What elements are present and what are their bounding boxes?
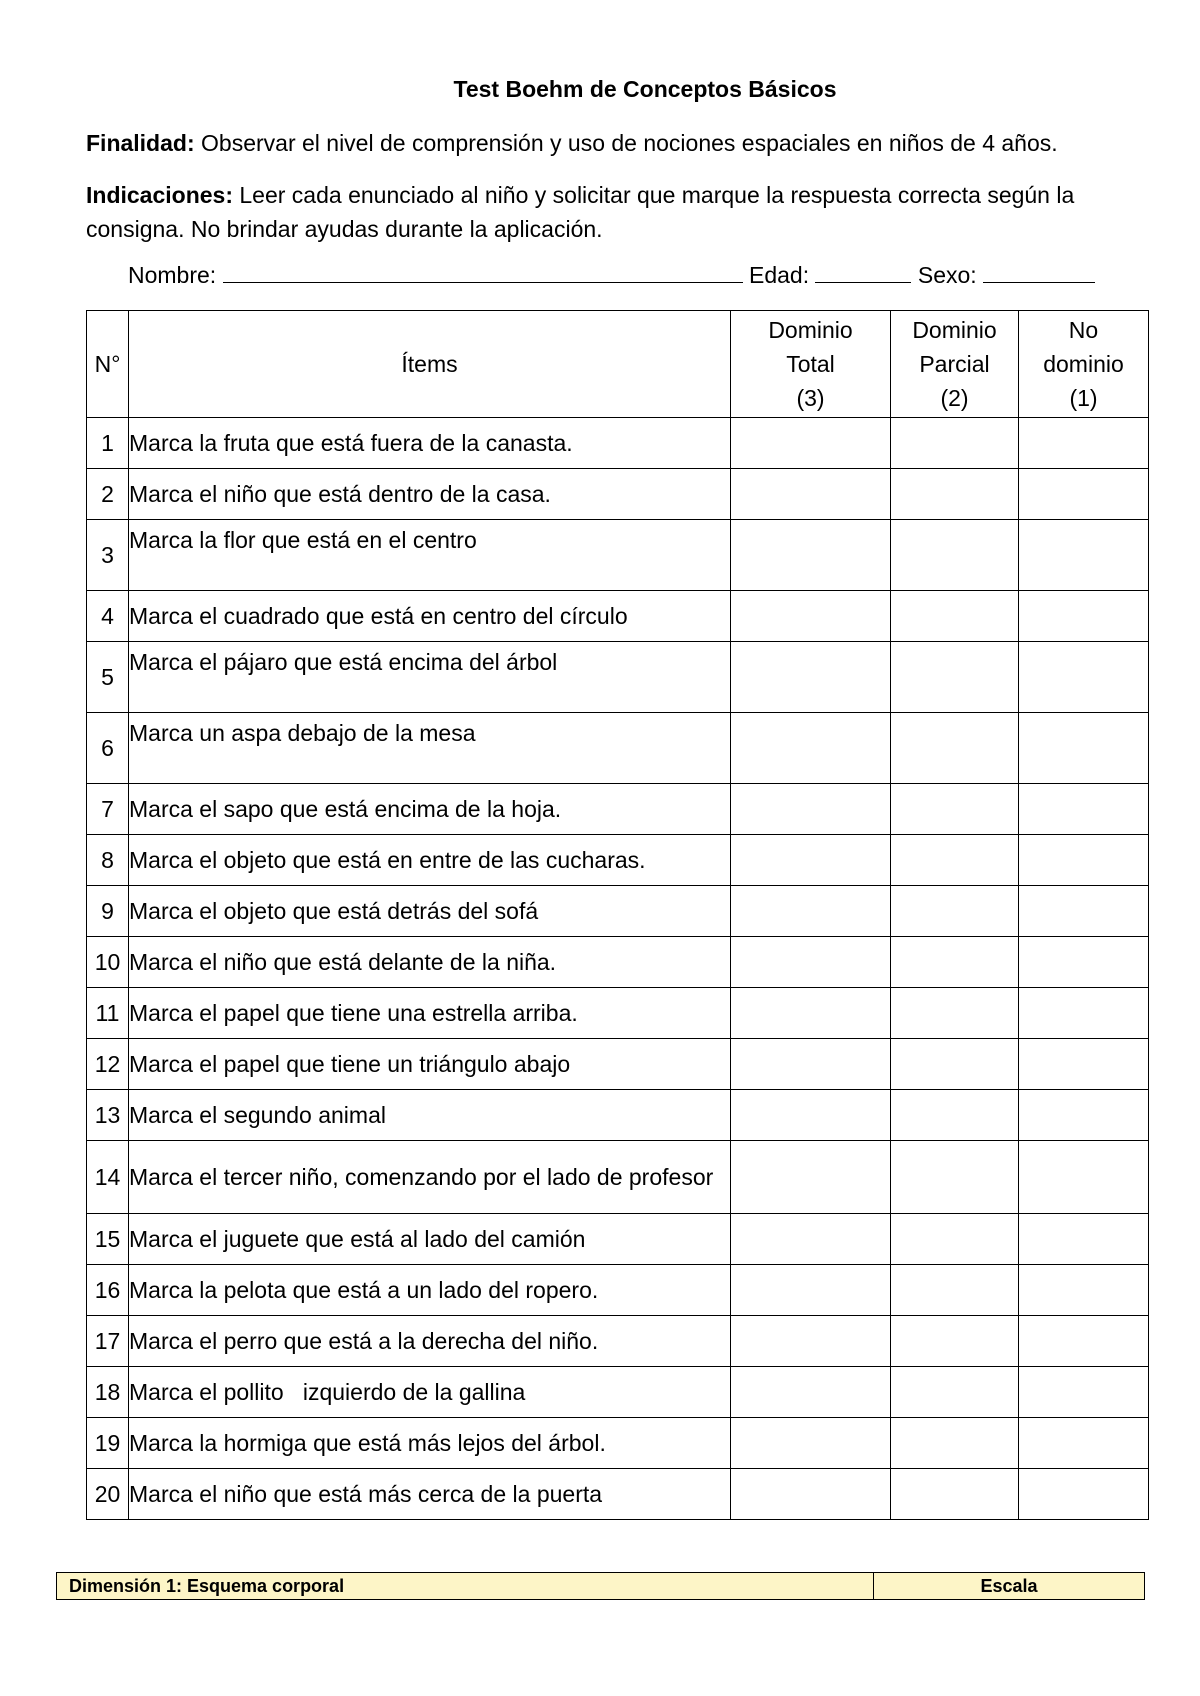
mark-cell-parcial[interactable] (891, 1141, 1019, 1214)
header-line: (1) (1069, 385, 1098, 411)
header-row (87, 311, 1149, 418)
header-line: dominio (1043, 351, 1124, 377)
dimension-row (57, 1573, 1145, 1600)
item-text: Marca la hormiga que está más lejos del árbol. (129, 1418, 731, 1469)
table-row (87, 1090, 1149, 1141)
mark-cell-parcial[interactable] (891, 1265, 1019, 1316)
item-number: 16 (87, 1265, 129, 1316)
sexo-label: Sexo: (917, 262, 977, 288)
dimension-scale: Escala (874, 1573, 1145, 1600)
header-no-dominio (1019, 311, 1149, 418)
table-row (87, 469, 1149, 520)
mark-cell-total[interactable] (731, 1141, 891, 1214)
table-row (87, 418, 1149, 469)
item-number: 10 (87, 937, 129, 988)
mark-cell-total[interactable] (731, 469, 891, 520)
item-text: Marca la pelota que está a un lado del ropero. (129, 1265, 731, 1316)
mark-cell-no[interactable] (1019, 937, 1149, 988)
mark-cell-total[interactable] (731, 1418, 891, 1469)
nombre-label: Nombre: (128, 262, 217, 288)
header-number: N° (87, 311, 129, 418)
item-text: Marca el sapo que está encima de la hoja. (129, 784, 731, 835)
mark-cell-total[interactable] (731, 1090, 891, 1141)
mark-cell-parcial[interactable] (891, 988, 1019, 1039)
item-number: 9 (87, 886, 129, 937)
dimension-label: Dimensión 1: Esquema corporal (57, 1573, 874, 1600)
page-title: Test Boehm de Conceptos Básicos (453, 76, 837, 102)
mark-cell-no[interactable] (1019, 1367, 1149, 1418)
table-row (87, 1418, 1149, 1469)
table-row (87, 886, 1149, 937)
indicaciones-label: Indicaciones: (86, 182, 233, 208)
mark-cell-total[interactable] (731, 520, 891, 591)
item-text: Marca el juguete que está al lado del camión (129, 1214, 731, 1265)
finalidad-label: Finalidad: (86, 130, 195, 156)
item-number: 17 (87, 1316, 129, 1367)
mark-cell-no[interactable] (1019, 1090, 1149, 1141)
mark-cell-parcial[interactable] (891, 1367, 1019, 1418)
item-text: Marca el niño que está dentro de la casa. (129, 469, 731, 520)
edad-label: Edad: (748, 262, 810, 288)
table-row (87, 1141, 1149, 1214)
mark-cell-no[interactable] (1019, 1418, 1149, 1469)
mark-cell-total[interactable] (731, 591, 891, 642)
item-number: 11 (87, 988, 129, 1039)
mark-cell-parcial[interactable] (891, 520, 1019, 591)
sexo-field[interactable] (983, 262, 1095, 283)
items-table (86, 310, 1149, 1520)
table-row (87, 1265, 1149, 1316)
item-number: 7 (87, 784, 129, 835)
mark-cell-parcial[interactable] (891, 469, 1019, 520)
header-dominio-parcial (891, 311, 1019, 418)
mark-cell-parcial[interactable] (891, 1316, 1019, 1367)
mark-cell-total[interactable] (731, 418, 891, 469)
table-row (87, 1367, 1149, 1418)
mark-cell-parcial[interactable] (891, 835, 1019, 886)
header-line: Dominio (768, 317, 853, 343)
mark-cell-parcial[interactable] (891, 1469, 1019, 1520)
mark-cell-total[interactable] (731, 1316, 891, 1367)
indicaciones-text: Leer cada enunciado al niño y solicitar que marque la respuesta correcta según la consigna. No brindar ayudas durante la aplicación. (86, 182, 1075, 242)
mark-cell-parcial[interactable] (891, 642, 1019, 713)
item-number: 8 (87, 835, 129, 886)
mark-cell-total[interactable] (731, 886, 891, 937)
nombre-field[interactable] (223, 262, 743, 283)
table-row (87, 1039, 1149, 1090)
item-text: Marca el pollito izquierdo de la gallina (129, 1367, 731, 1418)
mark-cell-no[interactable] (1019, 835, 1149, 886)
mark-cell-total[interactable] (731, 1265, 891, 1316)
table-row (87, 520, 1149, 591)
table-row (87, 937, 1149, 988)
mark-cell-parcial[interactable] (891, 713, 1019, 784)
mark-cell-total[interactable] (731, 784, 891, 835)
table-row (87, 1469, 1149, 1520)
mark-cell-no[interactable] (1019, 988, 1149, 1039)
item-number: 12 (87, 1039, 129, 1090)
mark-cell-no[interactable] (1019, 418, 1149, 469)
mark-cell-no[interactable] (1019, 520, 1149, 591)
mark-cell-total[interactable] (731, 988, 891, 1039)
mark-cell-total[interactable] (731, 1214, 891, 1265)
header-line: (3) (796, 385, 825, 411)
dimension-table (56, 1572, 1145, 1600)
item-text: Marca el segundo animal (129, 1090, 731, 1141)
table-row (87, 1316, 1149, 1367)
item-number: 19 (87, 1418, 129, 1469)
item-number: 3 (87, 520, 129, 591)
mark-cell-no[interactable] (1019, 1214, 1149, 1265)
mark-cell-total[interactable] (731, 937, 891, 988)
finalidad-paragraph (86, 126, 1166, 160)
mark-cell-parcial[interactable] (891, 886, 1019, 937)
header-line: (2) (940, 385, 969, 411)
item-text: Marca el pájaro que está encima del árbol (129, 642, 731, 713)
item-text: Marca el objeto que está en entre de las cucharas. (129, 835, 731, 886)
header-line: No (1068, 317, 1099, 343)
mark-cell-no[interactable] (1019, 1265, 1149, 1316)
mark-cell-total[interactable] (731, 835, 891, 886)
item-number: 2 (87, 469, 129, 520)
header-dominio-total (731, 311, 891, 418)
mark-cell-no[interactable] (1019, 713, 1149, 784)
item-text: Marca el tercer niño, comenzando por el lado de profesor (129, 1141, 731, 1214)
mark-cell-parcial[interactable] (891, 784, 1019, 835)
mark-cell-parcial[interactable] (891, 1039, 1019, 1090)
table-row (87, 713, 1149, 784)
edad-field[interactable] (815, 262, 911, 283)
mark-cell-total[interactable] (731, 713, 891, 784)
item-text: Marca el niño que está más cerca de la puerta (129, 1469, 731, 1520)
item-number: 20 (87, 1469, 129, 1520)
item-number: 18 (87, 1367, 129, 1418)
mark-cell-no[interactable] (1019, 591, 1149, 642)
mark-cell-no[interactable] (1019, 469, 1149, 520)
mark-cell-parcial[interactable] (891, 591, 1019, 642)
mark-cell-no[interactable] (1019, 642, 1149, 713)
mark-cell-no[interactable] (1019, 1469, 1149, 1520)
table-row (87, 591, 1149, 642)
mark-cell-total[interactable] (731, 1039, 891, 1090)
item-number: 15 (87, 1214, 129, 1265)
item-number: 1 (87, 418, 129, 469)
mark-cell-parcial[interactable] (891, 937, 1019, 988)
table-row (87, 988, 1149, 1039)
header-line: Parcial (919, 351, 990, 377)
item-text: Marca el cuadrado que está en centro del círculo (129, 591, 731, 642)
item-text: Marca el objeto que está detrás del sofá (129, 886, 731, 937)
mark-cell-no[interactable] (1019, 784, 1149, 835)
item-number: 5 (87, 642, 129, 713)
item-text: Marca el papel que tiene un triángulo abajo (129, 1039, 731, 1090)
mark-cell-no[interactable] (1019, 1039, 1149, 1090)
item-text: Marca la flor que está en el centro (129, 520, 731, 591)
mark-cell-parcial[interactable] (891, 1214, 1019, 1265)
item-number: 13 (87, 1090, 129, 1141)
mark-cell-total[interactable] (731, 1367, 891, 1418)
item-text: Marca el perro que está a la derecha del niño. (129, 1316, 731, 1367)
table-row (87, 642, 1149, 713)
item-number: 6 (87, 713, 129, 784)
mark-cell-no[interactable] (1019, 1141, 1149, 1214)
item-text: Marca el niño que está delante de la niña. (129, 937, 731, 988)
header-items: Ítems (129, 311, 731, 418)
header-line: Dominio (912, 317, 997, 343)
item-number: 14 (87, 1141, 129, 1214)
table-row (87, 835, 1149, 886)
item-text: Marca el papel que tiene una estrella arriba. (129, 988, 731, 1039)
header-line: Total (786, 351, 835, 377)
mark-cell-total[interactable] (731, 1469, 891, 1520)
mark-cell-no[interactable] (1019, 886, 1149, 937)
finalidad-text: Observar el nivel de comprensión y uso de nociones espaciales en niños de 4 años. (194, 130, 1058, 156)
mark-cell-no[interactable] (1019, 1316, 1149, 1367)
item-text: Marca la fruta que está fuera de la canasta. (129, 418, 731, 469)
table-row (87, 1214, 1149, 1265)
item-text: Marca un aspa debajo de la mesa (129, 713, 731, 784)
mark-cell-parcial[interactable] (891, 1090, 1019, 1141)
item-number: 4 (87, 591, 129, 642)
mark-cell-parcial[interactable] (891, 418, 1019, 469)
indicaciones-paragraph (86, 178, 1166, 246)
table-row (87, 784, 1149, 835)
student-info-line (128, 262, 1095, 289)
mark-cell-total[interactable] (731, 642, 891, 713)
mark-cell-parcial[interactable] (891, 1418, 1019, 1469)
